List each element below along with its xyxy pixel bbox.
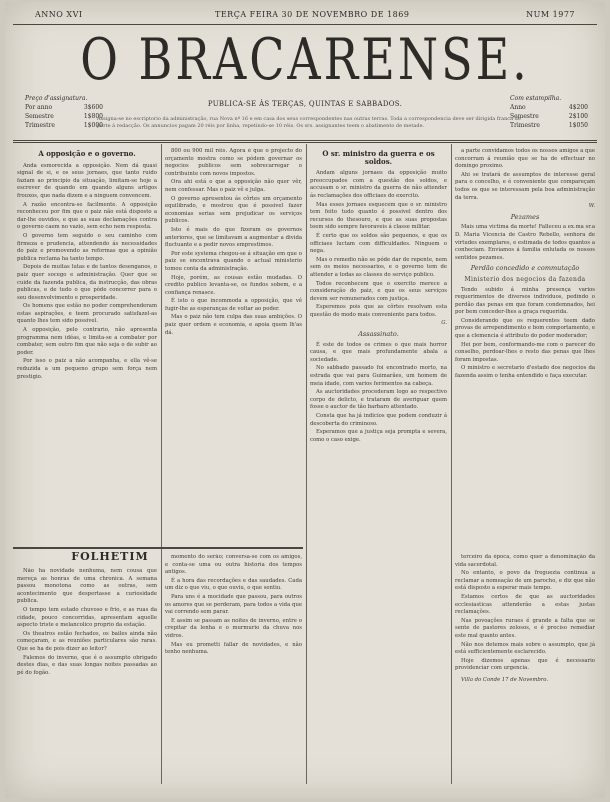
article-paragraph: 800 ou 900 mil réis. Agora é que o projecto do orçamento mostra como se pódem governar os negocios publicos sem sobrecarregar o contribuinte com novos impostos.: [165, 148, 302, 177]
feuilleton-paragraph: momento do serão; conversa-se com os amigos, e conta-se uma ou outra historia dos tempos antigos.: [165, 554, 302, 576]
article-paragraph: a parte convidamos todos os nossos amigos a que concorram á reunião que se ha de effectuar no domingo proximo.: [455, 148, 595, 170]
article-paragraph: Estamos certos de que as auctoridades ecclesiasticas attenderão a estas justas reclamações.: [455, 593, 595, 616]
newspaper-page: [5, 2, 605, 798]
column-4: [455, 148, 595, 543]
column-2: [165, 148, 302, 543]
column-divider: [451, 144, 452, 784]
article-heading: Assassinato.: [358, 330, 399, 339]
article-paragraph: Hoje, porém, as cousas estão mudadas. O credito publico levanta-se, os fundos sobem, e a confiança renasce.: [165, 274, 302, 296]
publication-schedule: PUBLICA-SE ÀS TERÇAS, QUINTAS E SABBADOS.: [207, 100, 403, 108]
article-paragraph: Andam alguns jornaes da opposição muito preoccupados com a questão dos soldos, e accusam o sr. ministro da guerra de não attender ás reclamações dos officiaes do exercito.: [310, 170, 447, 199]
feuilleton-paragraph: Falemos do inverno, que é o assumpto obrigado destes dias, e das suas longas noites passadas ao pé do fogão.: [17, 654, 157, 676]
article-paragraph: Isto é mais do que fizeram os governos anteriores, que se limitavam a augmentar a divida fluctuante e a pedir novos emprestimos.: [165, 226, 302, 249]
article-paragraph: O ministro e secretario d'estado dos negocios da fazenda assim o tenha entendido e faça executar.: [455, 365, 595, 380]
subscription-terms: Assigna-se no escriptorio da administração, rua Nova nº 16 e em casa dos seus correspondentes nas outras terras. Toda a correspondencia deve ser dirigida franca de porte á redacção. Os annuncios pagam 20 réis por linha, repetindo-se 10 réis. Os srs. assignantes teem o abatimento de metade.: [97, 116, 521, 129]
article-paragraph: A opposição, pelo contrario, não apresenta programma nem idéas, e limita-se a combater por combater, sem outro fim que não seja o de subir ao poder.: [17, 327, 157, 356]
article-paragraph: As auctoridades procederam logo ao respectivo corpo de delicto, e trataram de averiguar quem fosse o auctor de tão barbaro attentado.: [310, 389, 447, 411]
article-paragraph: A razão encontra-se facilmente. A opposição reconheceu por fim que o paiz não está disposto a dar-lhe ouvidos, e que as suas declamações contra o governo caem no vazio, sem echo nem resposta.: [17, 201, 157, 231]
newspaper-title: O BRACARENSE.: [80, 25, 530, 93]
article-signature: W.: [588, 203, 595, 210]
article-subheading: Ministerio dos negocios da fazenda: [464, 275, 586, 283]
article-paragraph: É isto o que incommoda a opposição, que vê fugir-lhe as esperanças de voltar ao poder.: [165, 298, 302, 312]
article-paragraph: Esperemos pois que as côrtes resolvam esta questão do modo mais conveniente para todos.: [310, 304, 447, 318]
article-paragraph: Por isso o paiz a não acompanha, e ella vê-se reduzida a um pequeno grupo sem força nem prestigio.: [17, 358, 157, 380]
feuilleton-paragraph: Para uns é a mocidade que passou, para outros os amores que se perderam, para todos a vida que vai correndo sem parar.: [165, 593, 302, 616]
price-row: Semestre 1$800: [25, 113, 103, 120]
column-3: [310, 148, 447, 788]
article-heading: A opposição e o governo.: [38, 149, 136, 158]
feuilleton-paragraph: Mas eu prometti fallar de novidades, e não tenho nenhuma.: [165, 641, 302, 656]
price-row: Por anno 3$600: [25, 104, 103, 111]
price-row: Semestre 2$100: [510, 113, 588, 120]
article-signature: G.: [441, 320, 447, 327]
article-paragraph: Mas esses jornaes esquecem que o sr. ministro tem feito tudo quanto é possivel dentro dos recursos do thesouro, e que as suas propostas teem sido sempre favoraveis á classe militar.: [310, 201, 447, 231]
article-paragraph: O governo tem seguido o seu caminho com firmeza e prudencia, attendendo ás necessidades do paiz e promovendo as reformas que a opinião publica reclama ha tanto tempo.: [17, 232, 157, 262]
article-paragraph: É certo que os soldos são pequenos, e que os officiaes luctam com difficuldades. Ninguem o nega.: [310, 232, 447, 255]
header-rule: [13, 140, 597, 141]
masthead-topline: [15, 10, 595, 22]
dateline: Villa do Conde 17 de Novembro.: [461, 676, 549, 683]
article-paragraph: No entanto, o povo da freguezia continua a reclamar a nomeação de um parocho, e diz que não está disposto a esperar mais tempo.: [455, 570, 595, 592]
column-divider: [161, 144, 162, 784]
price-row: Trimestre 1$000: [25, 122, 103, 129]
column-4-lower: [455, 554, 595, 790]
feuilleton-paragraph: E assim se passam as noites de inverno, entre o crepitar da lenha e o murmurio da chuva nos vidros.: [165, 617, 302, 639]
article-paragraph: O governo apresentou ás côrtes um orçamento equilibrado, e mostrou que é possivel fazer economias serias sem prejudicar os serviços publicos.: [165, 195, 302, 225]
article-paragraph: É este de todos os crimes o que mais horror causa, e que mais profundamente abala a sociedade.: [310, 341, 447, 363]
price-row: Trimestre 1$050: [510, 122, 588, 129]
article-paragraph: Por este systema chegou-se á situação em que o paiz se encontrava quando o actual ministerio tomou conta da administração.: [165, 250, 302, 272]
volume-label: ANNO XVI: [35, 10, 83, 19]
article-paragraph: Hei por bem, conformando-me com o parecer do conselho, perdoar-lhes o resto das penas que lhes foram impostas.: [455, 341, 595, 363]
header-rule: [13, 142, 597, 143]
feuilleton-rule: [13, 547, 303, 549]
article-paragraph: Não nos detemos mais sobre o assumpto, que já está sufficientemente esclarecido.: [455, 641, 595, 656]
article-heading: O sr. ministro da guerra e os soldos.: [322, 149, 435, 166]
feuilleton-column-2: [165, 554, 302, 790]
article-paragraph: Considerando que os requerentes teem dado provas de arrependimento e bom comportamento, e que a clemencia é attributo do poder moderador;: [455, 317, 595, 340]
article-paragraph: terceiro da época, como quer a denominação da vida sacerdotal.: [455, 554, 595, 568]
article-paragraph: Mais uma victima da morte! Falleceu a ex.ma sr.a D. Maria Vicencia de Castro Rebello, senhora de virtudes exemplares, e estimada de todos quantos a conheciam. Enviamos á familia enlutada os nossos sentidos pezames.: [455, 224, 595, 261]
price-row: Anno 4$200: [510, 104, 588, 111]
column-1: [17, 148, 157, 543]
column-divider: [306, 144, 307, 784]
article-paragraph: Os homens que estão no poder comprehenderam estas aspirações, e teem procurado satisfazel-as quanto lhes tem sido possivel.: [17, 303, 157, 325]
article-paragraph: Ahi se tratará de assumptos de interesse geral para o concelho, e é conveniente que compareçam todos os que se interessam pela boa administração da terra.: [455, 171, 595, 201]
feuilleton-paragraph: O tempo tem estado chuvoso e frio, e as ruas da cidade, pouco concorridas, apresentam aquelle aspecto triste e melancolico proprio da estação.: [17, 606, 157, 629]
feuilleton-paragraph: Não ha novidade nenhuma, nem cousa que mereça as honras de uma chronica. A semana passou monotona como as outras, sem acontecimento que despertasse a curiosidade publica.: [17, 568, 157, 605]
article-heading: Perdão concedido e commutação: [470, 264, 580, 273]
price-heading: Com estampilha.: [510, 95, 562, 102]
article-paragraph: No sabbado passado foi encontrado morto, na estrada que vai para Guimarães, um homem de meia idade, com varios ferimentos na cabeça.: [310, 365, 447, 387]
issue-date: TERÇA FEIRA 30 DE NOVEMBRO DE 1869: [215, 10, 410, 19]
feuilleton-column-1: [17, 568, 157, 790]
article-paragraph: Tendo subido á minha presença varios requerimentos de diversos individuos, pedindo o perdão das penas em que foram condemnados, hei por bem conceder-lhes a graça requerida.: [455, 286, 595, 316]
article-paragraph: Depois de muitas lutas e de tantos desenganos, o paiz quer socego e administração. Quer que se cuide da fazenda publica, da instrucção, das obras publicas, e de tudo o que póde concorrer para o seu desenvolvimento e prosperidade.: [17, 264, 157, 301]
article-paragraph: Esperamos que a justiça seja prompta e severa, como o caso exige.: [310, 429, 447, 443]
article-paragraph: Nas povoações ruraes é grande a falta que se sente de pastores zelosos, e é preciso remediar este mal quanto antes.: [455, 617, 595, 639]
article-paragraph: Todos reconhecem que o exercito merece a consideração do paiz, e que os seus serviços devem ser remunerados com justiça.: [310, 280, 447, 302]
feuilleton-paragraph: Os theatros estão fechados, os bailes ainda não começaram, e as reuniões particulares são raras. Que se ha de pois dizer ao leitor?: [17, 630, 157, 652]
article-paragraph: Consta que ha já indicios que podem conduzir á descoberta do criminoso.: [310, 413, 447, 427]
feuilleton-paragraph: É a hora das recordações e das saudades. Cada um diz o que viu, o que ouviu, o que sentiu.: [165, 577, 302, 592]
article-paragraph: Ora ahi está o que a opposição não quer vêr, nem confessar. Mas o paiz vê e julga.: [165, 179, 302, 193]
article-heading: Pezames: [510, 212, 540, 221]
article-paragraph: Anda esmorecida a opposição. Nem dá quasi signal de si, e os seus jornaes, que tanto ruido faziam ao principio da situação, limitam-se hoje a escrever de quando em quando alguns artigos frouxos, que nada dizem e a ninguem convencem.: [17, 162, 157, 199]
article-paragraph: Hoje dizemos apenas que é necessario providenciar com urgencia.: [455, 657, 595, 672]
article-paragraph: Mas o remedio não se póde dar de repente, nem sem os meios necessarios, e o governo tem de attender a todas as classes do serviço publico.: [310, 256, 447, 278]
article-paragraph: Mas o paiz não tem culpa das suas ambições. O paiz quer ordem e economia, e apoia quem lh'as dá.: [165, 314, 302, 336]
issue-number: NUM 1977: [526, 10, 575, 19]
price-heading: Preço d'assignatura.: [25, 95, 88, 102]
feuilleton-heading: FOLHETIM: [71, 550, 149, 563]
